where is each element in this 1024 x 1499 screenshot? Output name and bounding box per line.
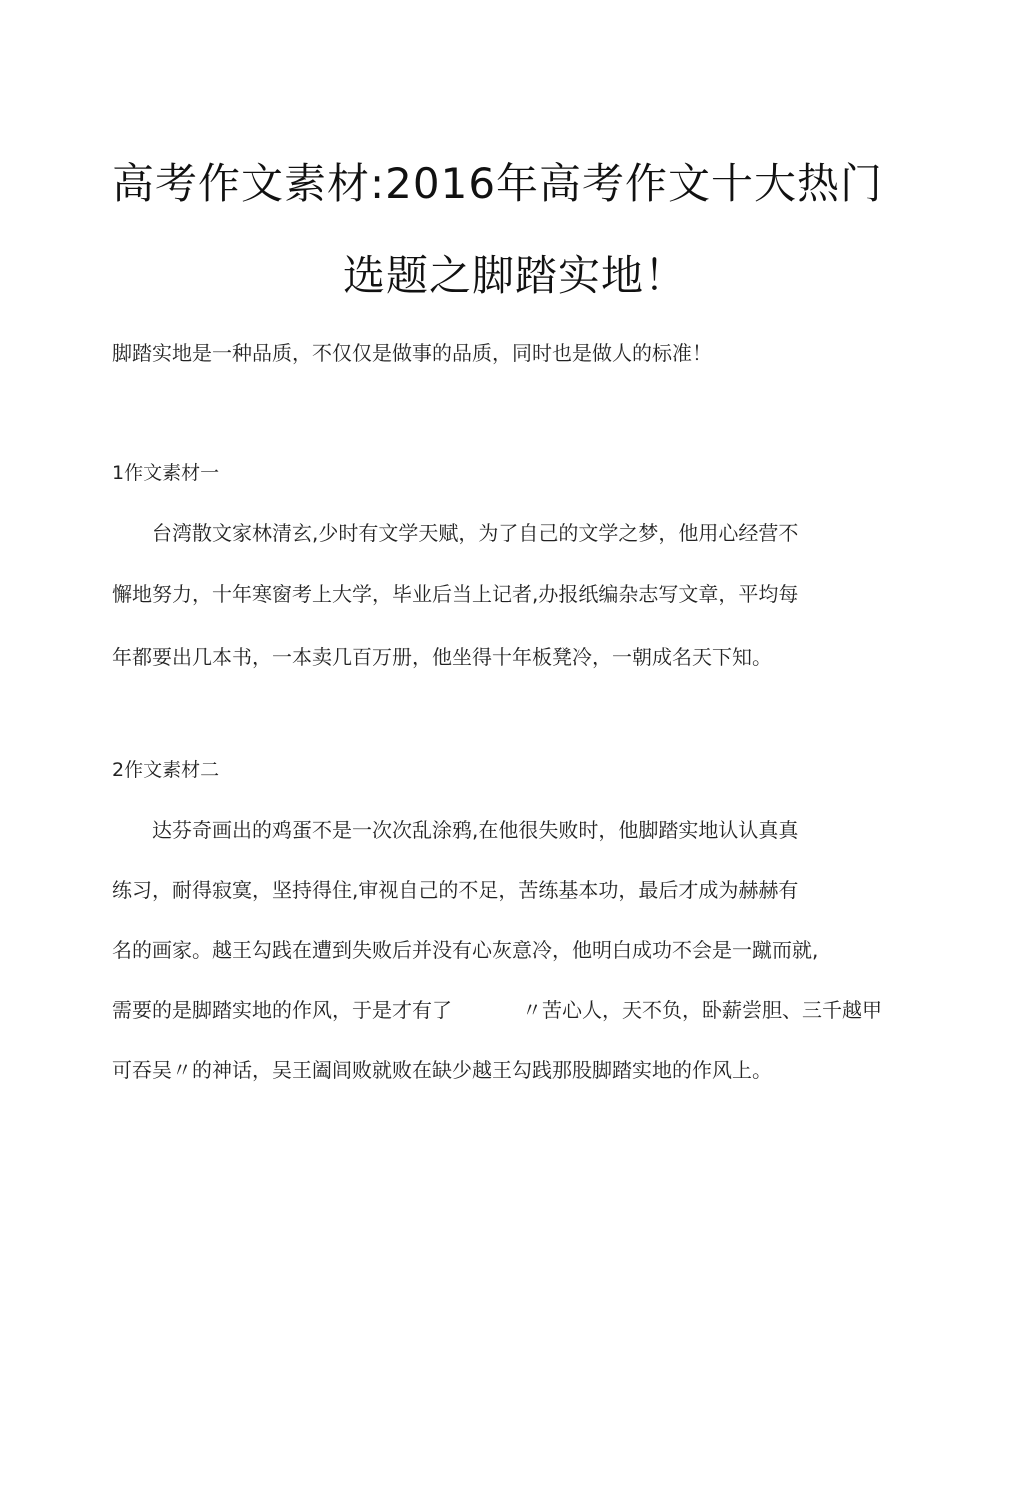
- section-2-line-5: 可吞吴〃的神话，吴王阖闾败就败在缺少越王勾践那股脚踏实地的作风上。: [112, 1058, 772, 1082]
- document-title-line-1: 高考作文素材:2016年高考作文十大热门: [112, 159, 884, 208]
- section-1-line-1: 台湾散文家林清玄,少时有文学天赋，为了自己的文学之梦，他用心经营不: [152, 521, 799, 545]
- section-1-line-3: 年都要出几本书，一本卖几百万册，他坐得十年板凳冷，一朝成名天下知。: [112, 645, 772, 669]
- section-1-line-2: 懈地努力，十年寒窗考上大学，毕业后当上记者,办报纸编杂志写文章，平均每: [112, 582, 799, 606]
- section-2-line-4: [112, 997, 882, 1023]
- section-2-line-1: 达芬奇画出的鸡蛋不是一次次乱涂鸦,在他很失败时，他脚踏实地认认真真: [152, 818, 799, 842]
- section-heading-2: 2作文素材二: [112, 759, 220, 781]
- section-2-line-3: 名的画家。越王勾践在遭到失败后并没有心灰意冷，他明白成功不会是一蹴而就,: [112, 938, 819, 962]
- document-title-line-2: 选题之脚踏实地！: [343, 251, 688, 300]
- section-2-line-4-part-1: 需要的是脚踏实地的作风，于是才有了: [112, 998, 452, 1022]
- section-heading-1: 1作文素材一: [112, 462, 220, 484]
- intro-paragraph: 脚踏实地是一种品质，不仅仅是做事的品质，同时也是做人的标准！: [112, 341, 712, 365]
- section-2-line-2: 练习，耐得寂寞，坚持得住,审视自己的不足，苦练基本功，最后才成为赫赫有: [112, 878, 799, 902]
- section-2-line-4-part-2: 〃苦心人，天不负，卧薪尝胆、三千越甲: [522, 998, 882, 1022]
